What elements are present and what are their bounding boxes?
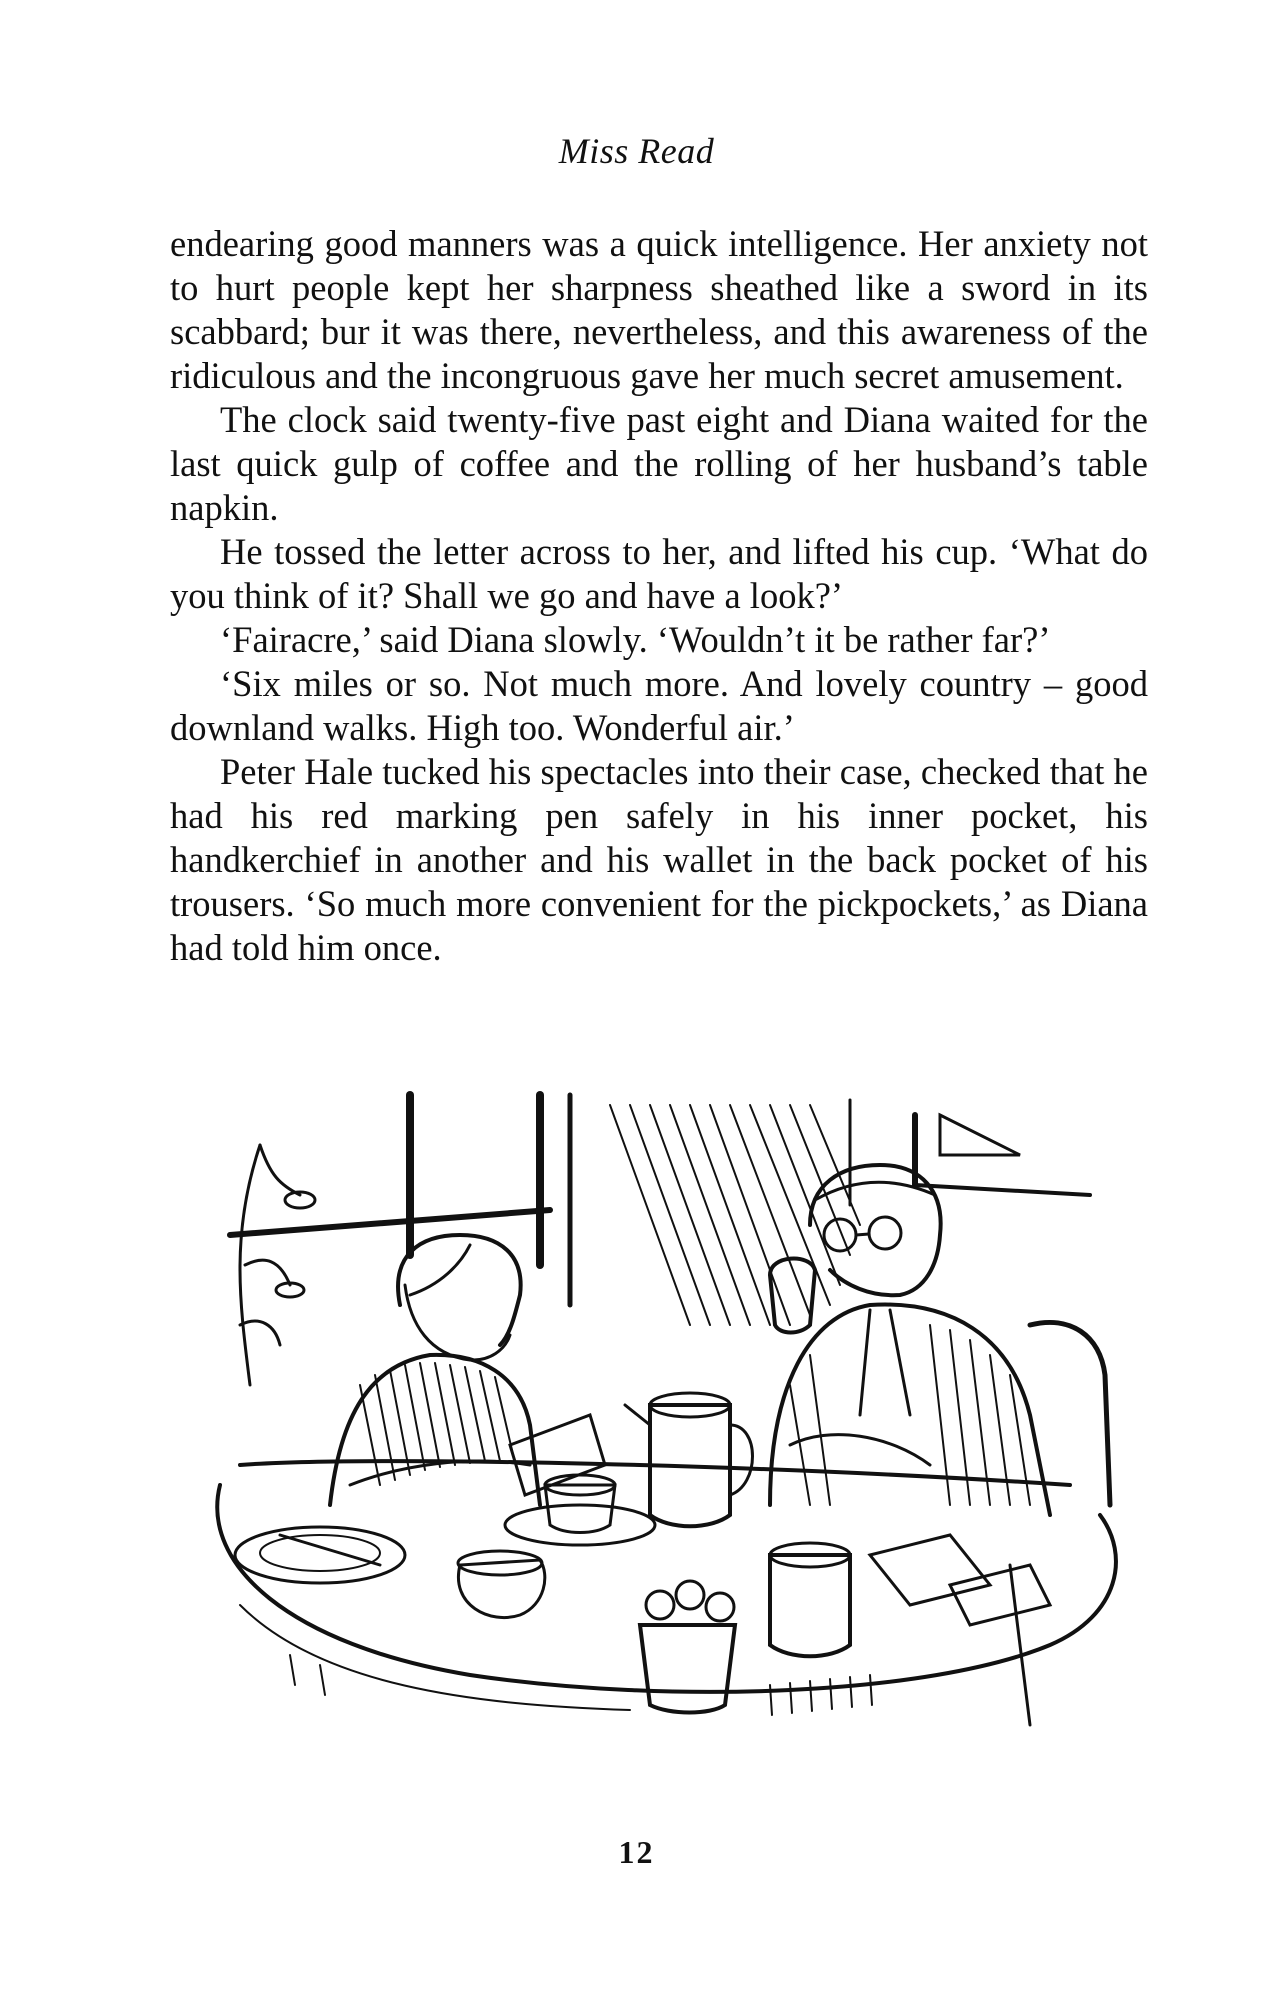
papers (870, 1535, 1050, 1625)
cup-and-saucer (505, 1475, 655, 1545)
paragraph: Peter Hale tucked his spectacles into their case, checked that he had his red marking pen safely in his inner pocket, his handkerchief in another and his wallet in the back pocket of his trousers. ‘So much more convenient for the pickpockets,’ as Diana had told him once. (170, 751, 1148, 968)
paragraph: endearing good manners was a quick intelligence. Her anxiety not to hurt people kept her sharpness sheathed like a sword in its scabbard; bur it was there, nevertheless, and this awareness of the ridiculous and the incongruous gave her much secret amusement. (170, 223, 1148, 396)
running-head: Miss Read (558, 131, 715, 171)
plant-left (240, 1145, 315, 1385)
paragraph: ‘Six miles or so. Not much more. And lovely country – good downland walks. High too. Wonderful air.’ (170, 663, 1148, 748)
woman-figure (330, 1235, 540, 1505)
paragraph: ‘Fairacre,’ said Diana slowly. ‘Wouldn’t it be rather far?’ (220, 619, 1051, 660)
illustration-drawing (170, 1085, 1148, 1775)
coffee-pot (625, 1393, 753, 1526)
man-figure (770, 1165, 1050, 1515)
page-number: 12 (618, 1834, 655, 1870)
breakfast-table-illustration (170, 1085, 1148, 1775)
body-text (170, 222, 1148, 970)
background-hatching (610, 1105, 860, 1325)
letter (510, 1415, 605, 1495)
milk-jug (770, 1543, 850, 1656)
window-frame (230, 1095, 1090, 1305)
sugar-bowl (458, 1551, 545, 1618)
plate (235, 1527, 405, 1583)
paragraph: The clock said twenty-five past eight and Diana waited for the last quick gulp of coffee and the rolling of her husband’s table napkin. (170, 399, 1148, 528)
paragraph: He tossed the letter across to her, and lifted his cup. ‘What do you think of it? Shall we go and have a look?’ (170, 531, 1148, 616)
tablecloth-fringe (290, 1655, 872, 1715)
